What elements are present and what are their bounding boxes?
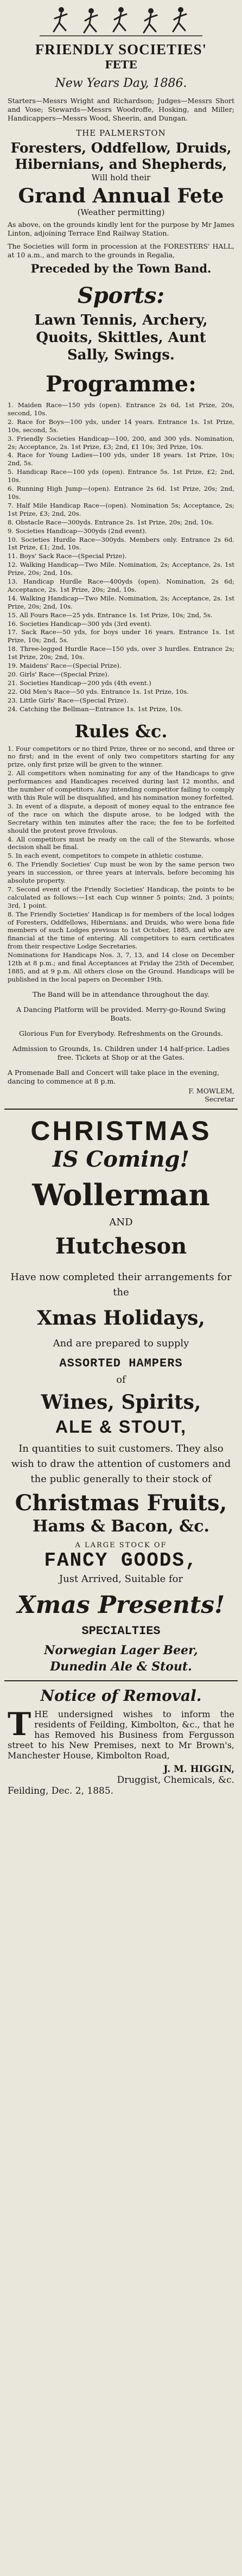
wines-spirits: Wines, Spirits, [41, 1390, 201, 1414]
sports-list-1: Lawn Tennis, Archery, [34, 312, 208, 328]
rule-item: 3. In event of a dispute, a deposit of money equal to the entrance fee of the race on which the dispute arose, to be lodged with the Secretary within ten minutes after the race; the fee to be forfeited should the protest prove frivolous. [8, 802, 234, 834]
band-note: The Band will be in attendance throughout the day. [33, 990, 209, 998]
fete-title: FRIENDLY SOCIETIES' [35, 41, 207, 58]
fete-word: FETE [105, 58, 137, 71]
notice-date: Feilding, Dec. 2, 1885. [8, 1785, 114, 1796]
fancy-goods: FANCY GOODS, [44, 1549, 198, 1572]
rule-item: 2. All competitors when nominating for any of the Handicaps to give performances and Handicapes received during last 12 months, and the number of competitors. Any intending competitor failing to comply with this Rule will be disqualified, and his nomination money forfeited. [8, 769, 234, 801]
norwegian-lager: Norwegian Lager Beer, [44, 1643, 198, 1657]
programme-item: 14. Walking Handicap—Two Mile. Nomination, 2s; Acceptance, 2s. 1st Prize, 20s; 2nd, 10s. [8, 594, 234, 610]
and-word: AND [109, 1216, 133, 1228]
sports-list-2: Quoits, Skittles, Aunt [36, 330, 206, 346]
fete-date: New Years Day, 1886. [55, 77, 187, 90]
christmas-advertisement [4, 1110, 238, 1681]
runners-icon [40, 4, 202, 38]
programme-item: 18. Three-legged Hurdle Race—150 yds, over 3 hurdles. Entrance 2s; 1st Prize, 20s; 2nd, 10s. [8, 645, 234, 661]
programme-item: 21. Societies Handicap—200 yds (4th event.) [8, 679, 151, 687]
programme-item: 1. Maiden Race—150 yds (open). Entrance 2s 6d, 1st Prize, 20s, second, 10s. [8, 401, 234, 417]
programme-item: 3. Friendly Societies Handicap—100, 200, and 300 yds. Nomination, 2s; Acceptance, 2s. 1st Prize, £3; 2nd, £1 10s; 3rd Prize, 10s. [8, 434, 234, 451]
secretary-name: F. MOWLEM, [188, 1086, 234, 1095]
assorted-hampers: ASSORTED HAMPERS [59, 1356, 183, 1370]
will-hold: Will hold their [91, 173, 151, 182]
programme-item: 8. Obstacle Race—300yds. Entrance 2s. 1st Prize, 20s; 2nd, 10s. [8, 518, 214, 526]
admission-note: Admission to Grounds, 1s. Children under 14 half-price. Ladies free. Tickets at Shop or at the Gates. [12, 1044, 230, 1061]
specialties-heading: SPECIALTIES [81, 1624, 161, 1638]
programme-item: 17. Sack Race—50 yds, for boys under 16 years. Entrance 1s. 1st Prize, 10s; 2nd, 5s. [8, 628, 234, 644]
newspaper-column [4, 0, 238, 1796]
notice-text: HE undersigned wishes to inform the residents of Feilding, Kimbolton, &c., that he has Removed his Business from Fergusson street to his New Premises, next to Mr Brown's, Manchester House, Kimbolton Road, [8, 1708, 234, 1761]
christmas-title: CHRISTMAS [30, 1115, 212, 1146]
arrangements-text: Have now completed their arrangements for the [10, 1271, 232, 1298]
of-word: of [116, 1374, 126, 1385]
programme-item: 9. Societies Handicap—300yds (2nd event). [8, 527, 147, 535]
programme-item: 13. Handicap Hurdle Race—400yds (open). Nomination, 2s 6d; Acceptance, 2s. 1st Prize, 20s; 2nd, 10s. [8, 578, 234, 593]
rule-item: Nominations for Handicaps Nos. 3, 7, 13, and 14 close on December 12th at 8 p.m.; and final Acceptances at Friday the 25th of December, 1885, and at 9 p.m. All others close on the Ground. Handicaps will be published in the local papers on December 19th. [8, 951, 234, 983]
merchant-name-2: Hutcheson [55, 1233, 187, 1259]
programme-item: 19. Maidens' Race—(Special Prize). [8, 662, 122, 670]
xmas-holidays: Xmas Holidays, [37, 1306, 205, 1330]
merchant-name-1: Wollerman [32, 1177, 210, 1212]
orders-line-1: Foresters, Oddfellow, Druids, [10, 140, 232, 156]
large-stock: A LARGE STOCK OF [75, 1541, 167, 1549]
programme-item: 20. Girls' Race—(Special Prize). [8, 670, 110, 678]
notice-body [8, 1705, 234, 1761]
programme-item: 7. Half Mile Handicap Race—(open). Nomination 5s; Acceptance, 2s; 1st Prize, £3; 2nd, 20s. [8, 501, 234, 517]
prepared-text: And are prepared to supply [53, 1337, 189, 1349]
rule-item: 4. All competitors must be ready on the call of the Stewards, whose decision shall be final. [8, 835, 234, 851]
rule-item: 7. Second event of the Friendly Societies' Handicap, the points to be calculated as follows:—1st each Cup winner 5 points; 2nd, 3 points; 3rd, 1 point. [8, 885, 234, 909]
grand-annual-fete: Grand Annual Fete [18, 185, 224, 207]
notice-title: Notice of Removal. [40, 1686, 202, 1705]
christmas-fruits: Christmas Fruits, [15, 1490, 227, 1516]
rule-item: 6. The Friendly Societies' Cup must be won by the same person two years in succession, or three years at intervals, before becoming his absolute property. [8, 860, 234, 885]
ale-stout: ALE & STOUT, [55, 1416, 187, 1436]
dancing-note: A Dancing Platform will be provided. Merry-go-Round Swing Boats. [16, 1005, 226, 1022]
notice-name: J. M. HIGGIN, [163, 1763, 234, 1775]
programme-heading: Programme: [46, 371, 196, 397]
procession-note: The Societies will form in procession at the FORESTERS' HALL, at 10 a.m., and march to the grounds in Regalia, [8, 242, 234, 259]
programme-item: 2. Race for Boys—100 yds, under 14 years. Entrance 1s. 1st Prize, 10s, second, 5s. [8, 417, 234, 434]
programme-item: 16. Societies Handicap—300 yds (3rd event). [8, 619, 152, 628]
programme-item: 5. Handicap Race—100 yds (open). Entrance 5s. 1st Prize, £2; 2nd, 10s. [8, 468, 234, 484]
hams-bacon: Hams & Bacon, &c. [33, 1516, 209, 1536]
programme-list [8, 401, 234, 713]
programme-item: 11. Boys' Sack Race—(Special Prize). [8, 552, 127, 560]
fete-officials: Starters—Messrs Wright and Richardson; Judges—Messrs Short and Vose; Stewards—Messrs Woodroffe, Hosking, and Miller; Handicappers—Messrs Wood, Sheerin, and Dungan. [8, 97, 234, 122]
rule-item: 1. Four competitors or no third Prize, three or no second, and three or no first; and in the event of only two competitors starting for any prize, only first prize will be given to the winner. [8, 744, 234, 769]
programme-item: 10. Societies Hurdle Race—300yds. Members only. Entrance 2s 6d. 1st Prize, £1; 2nd, 10s. [8, 535, 234, 552]
fun-note: Glorious Fun for Everybody. Refreshments on the Grounds. [19, 1029, 223, 1037]
is-coming: IS Coming! [52, 1146, 190, 1172]
sports-heading: Sports: [77, 283, 165, 308]
rule-item: 5. In each event, competitors to compete in athletic costume. [8, 852, 203, 860]
orders-line-2: Hibernians, and Shepherds, [15, 156, 227, 172]
just-arrived: Just Arrived, Suitable for [59, 1573, 183, 1585]
programme-item: 15. All Fours Race—25 yds. Entrance 1s. 1st Prize, 10s; 2nd, 5s. [8, 611, 213, 619]
programme-item: 12. Walking Handicap—Two Mile. Nomination, 2s; Acceptance, 2s. 1st Prize, 20s; 2nd, 10s. [8, 561, 234, 577]
programme-item: 6. Running High Jump—(open). Entrance 2s 6d. 1st Prize, 20s; 2nd, 10s. [8, 485, 234, 501]
fete-advertisement [4, 0, 238, 1110]
paddock-note: As above, on the grounds kindly lent for the purpose by Mr James Linton, adjoining Terrace End Railway Station. [8, 220, 234, 237]
runners-illustration [8, 2, 234, 40]
notice-trade: Druggist, Chemicals, &c. [117, 1774, 234, 1786]
secretary-title: Secretar [205, 1094, 234, 1103]
palmerston-heading: THE PALMERSTON [76, 128, 166, 138]
programme-item: 4. Race for Young Ladies—100 yds, under 18 years. 1st Prize, 10s; 2nd, 5s. [8, 451, 234, 467]
notice-dropcap: T [8, 1705, 31, 1743]
programme-item: 24. Catching the Bellman—Entrance 1s. 1st Prize, 10s. [8, 705, 183, 713]
dunedin-ale: Dunedin Ale & Stout. [50, 1659, 192, 1674]
programme-item: 23. Little Girls' Race—(Special Prize). [8, 696, 129, 704]
sports-list-3: Sally, Swings. [67, 347, 175, 363]
quantities-text: In quantities to suit customers. They also wish to draw the attention of customers and the public generally to their stock of [11, 1442, 231, 1485]
rules-heading: Rules &c. [74, 720, 168, 742]
weather-note: (Weather permitting) [77, 207, 165, 217]
xmas-presents: Xmas Presents! [17, 1591, 225, 1619]
rules-list [8, 745, 234, 984]
rule-item: 8. The Friendly Societies' Handicap is for members of the local lodges of Foresters, Oddfellows, Hibernians, and Druids, who were bona fide members of such Lodges previous to 1st October, 1885, and who are financial at the time of entering. All competitors to earn certificates from their respective Lodge Secretaries. [8, 910, 234, 951]
preceded-note: Preceded by the Town Band. [30, 262, 212, 275]
notice-advertisement [4, 1681, 238, 1796]
programme-item: 22. Old Men's Race—50 yds. Entrance 1s. 1st Prize, 10s. [8, 687, 189, 695]
promenade-note: A Promenade Ball and Concert will take place in the evening, dancing to commence at 8 p.m. [8, 1068, 219, 1085]
